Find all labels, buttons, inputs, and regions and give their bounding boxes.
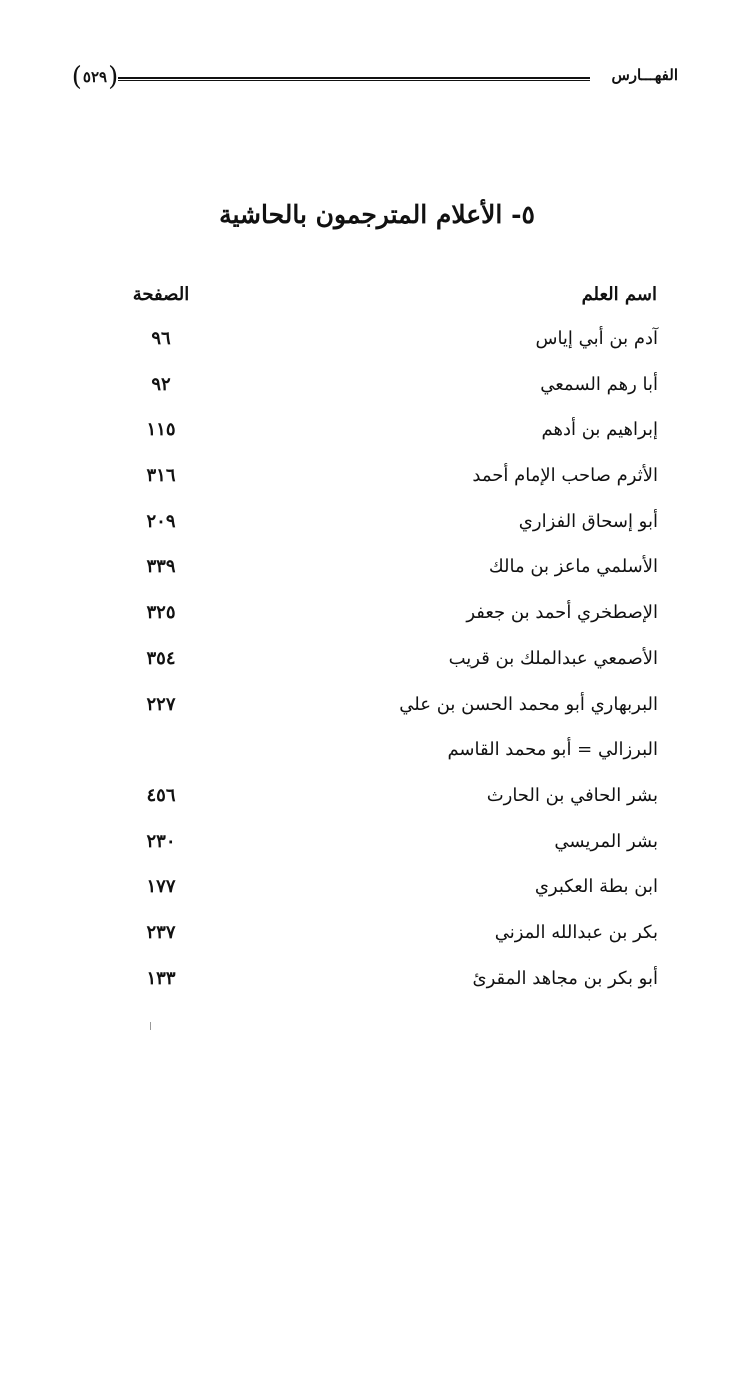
entry-name: الأصمعي عبدالملك بن قريب <box>448 647 658 669</box>
entry-page: ٢٣٠ <box>146 830 176 852</box>
page-number-box <box>72 62 118 92</box>
index-row <box>120 503 658 549</box>
entry-page: ٣٢٥ <box>146 602 176 624</box>
page-edge-mark <box>150 1022 151 1030</box>
index-row <box>120 320 658 366</box>
index-row <box>120 914 658 960</box>
index-row <box>120 960 658 1006</box>
entry-name: أبا رهم السمعي <box>540 373 658 395</box>
index-row <box>120 868 658 914</box>
entry-name: إبراهيم بن أدهم <box>541 419 658 441</box>
index-row <box>120 594 658 640</box>
page-number: ٥٢٩ <box>82 68 108 86</box>
entry-name: الأثرم صاحب الإمام أحمد <box>472 465 658 487</box>
header-rule <box>118 77 590 81</box>
index-row <box>120 548 658 594</box>
entry-page: ١١٥ <box>146 419 176 441</box>
header-title: الفهـــارس <box>611 66 678 84</box>
index-row <box>120 457 658 503</box>
entry-name: الإصطخري أحمد بن جعفر <box>466 602 658 624</box>
entry-page: ٢٠٩ <box>146 510 176 532</box>
index-row <box>120 823 658 869</box>
entry-name: ابن بطة العكبري <box>534 876 658 898</box>
entry-page: ٩٢ <box>151 373 171 395</box>
bracket-close: ) <box>108 62 119 92</box>
bracket-open: ( <box>71 62 82 92</box>
entry-name: بشر المريسي <box>554 830 658 852</box>
index-row <box>120 777 658 823</box>
index-row <box>120 686 658 732</box>
entry-name: بكر بن عبدالله المزني <box>494 921 658 943</box>
entry-name: البربهاري أبو محمد الحسن بن علي <box>399 693 658 715</box>
entry-name: بشر الحافي بن الحارث <box>486 784 658 806</box>
index-row <box>120 411 658 457</box>
column-header-name: اسم العلم <box>581 284 657 305</box>
entry-name: آدم بن أبي إياس <box>535 328 658 349</box>
entry-page: ٣١٦ <box>146 465 176 487</box>
entry-page: ٤٥٦ <box>146 784 176 806</box>
entry-page: ٢٣٧ <box>146 921 176 943</box>
entry-name: البرزالي = أبو محمد القاسم <box>447 739 658 761</box>
entry-name: أبو بكر بن مجاهد المقرئ <box>472 967 658 989</box>
index-row <box>120 366 658 412</box>
entry-page: ٣٥٤ <box>146 647 176 669</box>
entry-name: أبو إسحاق الفزاري <box>518 510 658 532</box>
entry-page: ١٣٣ <box>146 967 176 989</box>
entry-page: ٣٣٩ <box>146 556 176 578</box>
entry-page: ٢٢٧ <box>146 693 176 715</box>
entry-page: ٩٦ <box>151 328 171 349</box>
entry-name: الأسلمي ماعز بن مالك <box>488 556 658 578</box>
column-header-page: الصفحة <box>132 284 190 305</box>
running-header <box>72 60 678 100</box>
entry-page: ١٧٧ <box>146 876 176 898</box>
index-row <box>120 640 658 686</box>
index-row <box>120 731 658 777</box>
section-title: ٥- الأعلام المترجمون بالحاشية <box>219 200 535 229</box>
index-list <box>120 320 658 1005</box>
